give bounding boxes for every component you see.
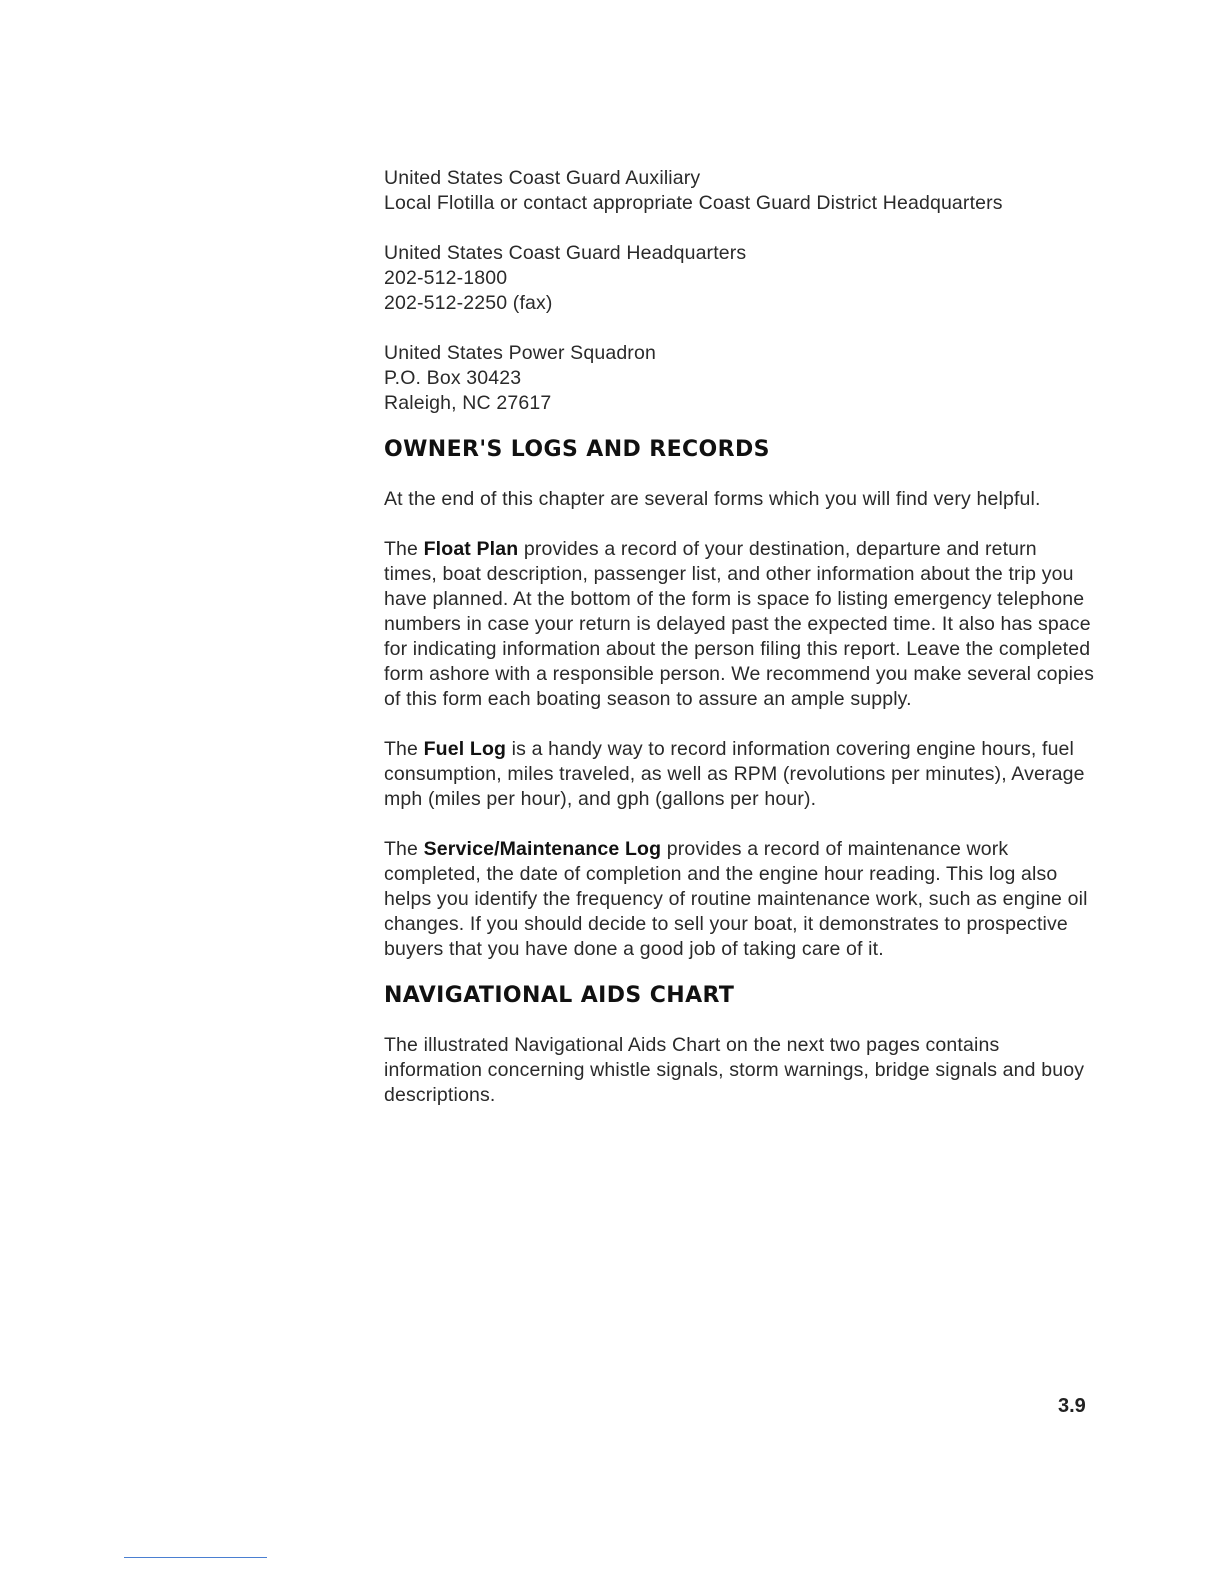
fuel-log-body: is a handy way to record information covering engine hours, fuel consumption, miles traveled, as well as RPM (revolutions per minutes), Average mph (miles per hour), and gph (gallons per hour). — [384, 738, 1085, 810]
address-line: United States Power Squadron — [384, 342, 656, 364]
section-heading-owners-logs: OWNER'S LOGS AND RECORDS — [384, 437, 770, 462]
service-log-body: provides a record of maintenance work completed, the date of completion and the engine hour reading. This log also helps you identify the frequency of routine maintenance work, such as engine oil changes. If you should decide to sell your boat, it demonstrates to prospective buyers that you have done a good job of taking care of it. — [384, 838, 1088, 960]
page-content — [384, 166, 1094, 1133]
nav-aids-paragraph: The illustrated Navigational Aids Chart on the next two pages contains information concerning whistle signals, storm warnings, bridge signals and buoy descriptions. — [384, 1034, 1085, 1106]
service-log-pre: The — [384, 838, 424, 860]
address-power-squadron — [384, 341, 1094, 416]
bottom-rule — [124, 1557, 267, 1558]
fuel-log-paragraph — [384, 737, 1094, 812]
owners-logs-intro: At the end of this chapter are several forms which you will find very helpful. — [384, 488, 1041, 510]
fuel-log-pre: The — [384, 738, 424, 760]
address-coast-guard-headquarters — [384, 241, 1094, 316]
section-heading-nav-aids: NAVIGATIONAL AIDS CHART — [384, 983, 735, 1008]
fax-number: 202-512-2250 (fax) — [384, 292, 553, 314]
page-number: 3.9 — [1058, 1395, 1086, 1417]
float-plan-pre: The — [384, 538, 424, 560]
service-log-term: Service/Maintenance Log — [423, 838, 662, 860]
fuel-log-term: Fuel Log — [423, 738, 507, 760]
float-plan-term: Float Plan — [423, 538, 519, 560]
address-line: United States Coast Guard Headquarters — [384, 242, 747, 264]
float-plan-body: provides a record of your destination, departure and return times, boat description, passenger list, and other information about the trip you have planned. At the bottom of the form is space fo listing emergency telephone numbers in case your return is delayed past the expected time. It also has space for indicating information about the person filing this report. Leave the completed form ashore with a responsible person. We recommend you make several copies of this form each boating season to assure an ample supply. — [384, 538, 1094, 710]
po-box: P.O. Box 30423 — [384, 367, 522, 389]
service-log-paragraph — [384, 837, 1094, 962]
float-plan-paragraph — [384, 537, 1094, 712]
address-line: Local Flotilla or contact appropriate Coast Guard District Headquarters — [384, 192, 1003, 214]
address-coast-guard-auxiliary — [384, 166, 1094, 216]
city-state-zip: Raleigh, NC 27617 — [384, 392, 552, 414]
address-line: United States Coast Guard Auxiliary — [384, 167, 701, 189]
phone-number: 202-512-1800 — [384, 267, 508, 289]
